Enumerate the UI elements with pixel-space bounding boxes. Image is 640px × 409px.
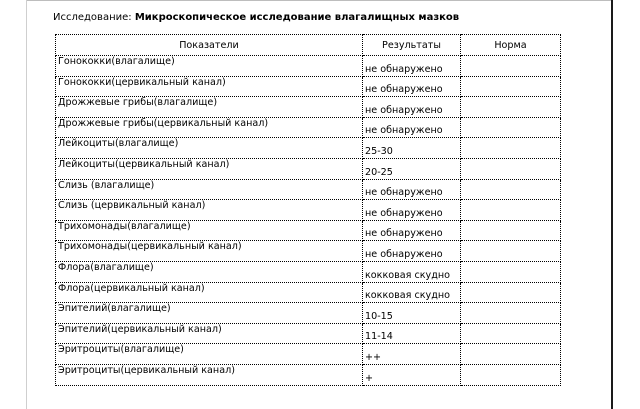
indicator-cell: Лейкоциты(влагалище)	[56, 138, 363, 159]
norm-cell	[461, 56, 561, 77]
indicator-cell: Слизь (цервикальный канал)	[56, 200, 363, 221]
norm-cell	[461, 323, 561, 344]
table-row	[56, 56, 561, 77]
indicator-cell: Эпителий(цервикальный канал)	[56, 323, 363, 344]
top-divider	[27, 0, 611, 1]
indicator-cell: Эритроциты(влагалище)	[56, 344, 363, 365]
norm-cell	[461, 97, 561, 118]
indicator-cell: Трихомонады(влагалище)	[56, 220, 363, 241]
result-cell: не обнаружено	[363, 117, 461, 138]
result-cell: кокковая скудно	[363, 282, 461, 303]
norm-cell	[461, 261, 561, 282]
result-cell: не обнаружено	[363, 97, 461, 118]
norm-cell	[461, 344, 561, 365]
result-cell: ++	[363, 344, 461, 365]
table-row	[56, 303, 561, 324]
left-margin	[0, 0, 27, 409]
table-row	[56, 138, 561, 159]
result-cell: не обнаружено	[363, 241, 461, 262]
indicator-cell: Гонококки(влагалище)	[56, 56, 363, 77]
table-body	[56, 56, 561, 386]
norm-cell	[461, 220, 561, 241]
results-table	[55, 34, 561, 386]
indicator-cell: Лейкоциты(цервикальный канал)	[56, 158, 363, 179]
indicator-cell: Трихомонады(цервикальный канал)	[56, 241, 363, 262]
header-indicator: Показатели	[56, 35, 363, 56]
right-margin	[611, 0, 640, 409]
result-cell: не обнаружено	[363, 76, 461, 97]
result-cell: 20-25	[363, 158, 461, 179]
study-label: Исследование:	[53, 12, 132, 23]
result-cell: не обнаружено	[363, 200, 461, 221]
norm-cell	[461, 364, 561, 385]
indicator-cell: Эпителий(влагалище)	[56, 303, 363, 324]
table-row	[56, 323, 561, 344]
study-title: Микроскопическое исследование влагалищных мазков	[134, 12, 460, 23]
norm-cell	[461, 158, 561, 179]
norm-cell	[461, 241, 561, 262]
table-row	[56, 364, 561, 385]
indicator-cell: Слизь (влагалище)	[56, 179, 363, 200]
table-row	[56, 158, 561, 179]
norm-cell	[461, 76, 561, 97]
norm-cell	[461, 303, 561, 324]
table-row	[56, 241, 561, 262]
indicator-cell: Дрожжевые грибы(цервикальный канал)	[56, 117, 363, 138]
result-cell: не обнаружено	[363, 179, 461, 200]
result-cell: не обнаружено	[363, 220, 461, 241]
result-cell: 25-30	[363, 138, 461, 159]
indicator-cell: Дрожжевые грибы(влагалище)	[56, 97, 363, 118]
norm-cell	[461, 179, 561, 200]
header-norm: Норма	[461, 35, 561, 56]
norm-cell	[461, 117, 561, 138]
norm-cell	[461, 282, 561, 303]
table-row	[56, 261, 561, 282]
indicator-cell: Флора(цервикальный канал)	[56, 282, 363, 303]
header-result: Результаты	[363, 35, 461, 56]
table-row	[56, 220, 561, 241]
table-row	[56, 97, 561, 118]
norm-cell	[461, 138, 561, 159]
table-row	[56, 282, 561, 303]
result-cell: +	[363, 364, 461, 385]
table-row	[56, 76, 561, 97]
norm-cell	[461, 200, 561, 221]
indicator-cell: Флора(влагалище)	[56, 261, 363, 282]
result-cell: 10-15	[363, 303, 461, 324]
result-cell: 11-14	[363, 323, 461, 344]
table-row	[56, 117, 561, 138]
table-row	[56, 200, 561, 221]
result-cell: кокковая скудно	[363, 261, 461, 282]
result-cell: не обнаружено	[363, 56, 461, 77]
table-header-row	[56, 35, 561, 56]
study-heading	[53, 12, 459, 23]
table-row	[56, 344, 561, 365]
table-row	[56, 179, 561, 200]
indicator-cell: Гонококки(цервикальный канал)	[56, 76, 363, 97]
indicator-cell: Эритроциты(цервикальный канал)	[56, 364, 363, 385]
